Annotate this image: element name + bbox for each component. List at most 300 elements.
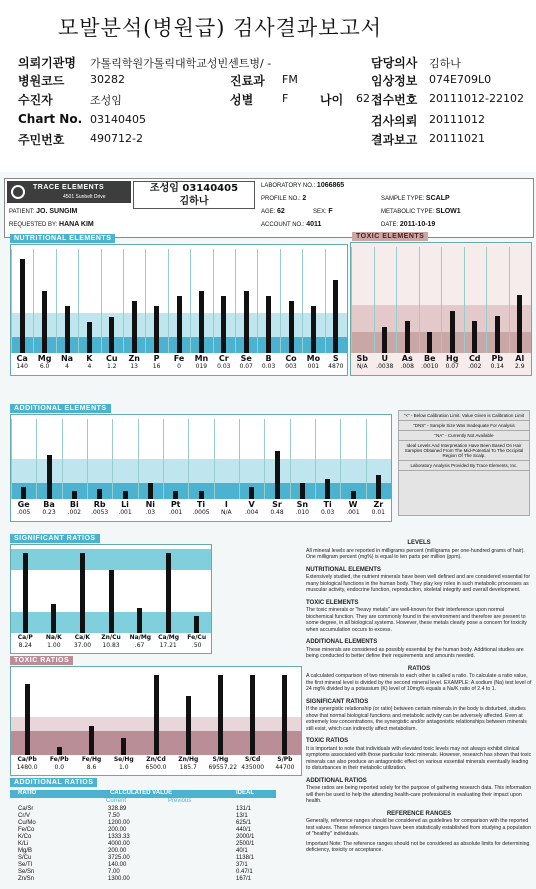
sig-symbol: Na/Mg <box>129 634 152 641</box>
account-value: 4011 <box>306 221 322 228</box>
sig-bar <box>51 604 56 633</box>
nutri-col-line <box>33 249 34 353</box>
toxic-bar <box>517 295 522 353</box>
nutri-bar <box>221 296 226 353</box>
sample-label: SAMPLE TYPE: <box>381 196 425 202</box>
toxr-bar <box>25 684 30 755</box>
addl-col-line <box>315 419 316 499</box>
toxr-value: 435000 <box>241 764 265 771</box>
nutri-col-line <box>168 249 169 353</box>
nutri-value: 6.0 <box>39 363 50 370</box>
nutri-symbol: Co <box>285 354 297 363</box>
nutri-bar <box>132 301 137 353</box>
addl-value: .03 <box>145 509 156 516</box>
toxic-exp-text: The toxic minerals or "heavy metals" are well-known for their interference upon normal biochemical function. They are commonly found in the environment and therefore are present to some degree, in all biological systems. However, these metals clearly pose a concern for toxicity when accumulation occurs to excess. <box>306 607 527 633</box>
addl-value: 0.01 <box>371 509 385 516</box>
ratio-ideal: 131/1 <box>236 806 252 812</box>
toxr-bar <box>186 696 191 755</box>
nutri-bar <box>42 291 47 353</box>
toxr-value: 6500.0 <box>145 764 167 771</box>
nutri-symbol: Mg <box>37 354 52 363</box>
toxr-symbol: S/Pb <box>277 756 293 763</box>
note-exp-text: Important Note: The reference ranges should not be considered as absolute limits for determining deficiency, toxicity or acceptance. <box>306 840 530 853</box>
addl-symbol: Li <box>121 500 129 509</box>
nutri-bar <box>65 306 70 353</box>
patient-name-value: JO. SUNGIM <box>36 208 78 215</box>
nutri-value: 13 <box>130 363 138 370</box>
lab-number-label: LABORATORY NO.: <box>261 183 316 189</box>
significant-ratios-chart <box>10 544 212 654</box>
ratio-name: Zn/Sn <box>18 876 35 882</box>
sample-value: SCALP <box>425 195 450 202</box>
additional-title: ADDITIONAL ELEMENTS <box>10 404 111 413</box>
toxr-bar <box>89 726 94 755</box>
nutri-bar <box>109 317 114 353</box>
lab-number-value: 1066865 <box>316 182 345 189</box>
addl-bar <box>47 455 52 499</box>
addl-value: .0053 <box>91 509 109 516</box>
addl-symbol: Ni <box>145 500 156 509</box>
addl-symbol: Zr <box>373 500 384 509</box>
toxic-bar <box>495 316 500 353</box>
addl-bar <box>173 491 178 499</box>
toxic-col-line <box>351 247 352 353</box>
sig-value: .67 <box>134 642 145 649</box>
date-value: 2011-10-19 <box>399 221 436 228</box>
ratio-value: 200.00 <box>108 848 127 854</box>
toxic-bar <box>427 332 432 353</box>
additional-exp-title: ADDITIONAL ELEMENTS <box>306 639 378 645</box>
nutritional-exp-text: Extensively studied, the nutrient minerals have been well defined and are considered essential for many biological functions in the human body. They play key roles in such metabolic processes as muscular activity, endocrine function, reproduction, skeletal integrity and overall development. <box>306 574 531 593</box>
account-number <box>261 221 321 228</box>
logo-sub: 4501 Sunbelt Drive <box>63 194 106 200</box>
ref-exp-text: Generally, reference ranges should be considered as guidelines for comparison with the reported test values. These reference ranges have been statistically established from studying a population of "healthy" individuals. <box>306 818 531 837</box>
sig-band-0 <box>11 549 211 570</box>
addl-value: 0.23 <box>42 509 56 516</box>
toxr-symbol: Fe/Pb <box>49 756 69 763</box>
col-previous: Previous <box>168 798 192 804</box>
nutri-value: 16 <box>152 363 161 370</box>
legend-line-3: "NA" - Currently Not Available <box>399 431 529 441</box>
patient-value: 조성임 <box>90 94 122 107</box>
date-label: DATE: <box>381 222 399 228</box>
patient-name-label: PATIENT: <box>9 209 35 215</box>
addl-symbol: Rb <box>93 500 106 509</box>
dept-label: 진료과 <box>230 74 265 88</box>
addl-col-line <box>188 419 189 499</box>
nutri-col-line <box>78 249 79 353</box>
nutri-col-line <box>213 249 214 353</box>
sig-value: 8.24 <box>18 642 32 649</box>
chart-value: 03140405 <box>90 113 146 126</box>
toxic-col-line <box>486 247 487 353</box>
addl-bar <box>21 487 26 499</box>
header-row-5 <box>0 131 536 149</box>
toxic-col-line <box>374 247 375 353</box>
sig-bar <box>23 553 28 633</box>
significant-title: SIGNIFICANT RATIOS <box>10 534 100 543</box>
hospital-code-value: 30282 <box>90 73 125 86</box>
nutri-symbol: Mn <box>194 354 209 363</box>
addl-symbol: Pt <box>170 500 181 509</box>
nutri-col-line <box>101 249 102 353</box>
addl-bar <box>325 479 330 499</box>
ratio-ideal: 40/1 <box>236 848 248 854</box>
toxr-value: 185.7 <box>179 764 197 771</box>
addl-bar <box>199 491 204 499</box>
sig-bar <box>137 608 142 633</box>
logo-circle-icon <box>11 185 25 199</box>
age-label: 나이 <box>320 93 344 107</box>
addl-band-0 <box>11 419 391 459</box>
sig-bar <box>194 616 199 633</box>
additional-ratios-table <box>10 784 276 884</box>
toxic-symbol: Pb <box>491 354 504 363</box>
ratio-value: 140.00 <box>108 862 127 868</box>
ratio-value: 200.00 <box>108 827 127 833</box>
addl-col-line <box>290 419 291 499</box>
nutritional-title: NUTRITIONAL ELEMENTS <box>10 234 115 243</box>
explanation-text <box>306 534 532 884</box>
toxr-value: 69557.22 <box>208 764 238 771</box>
nutri-col-line <box>56 249 57 353</box>
toxic-value: 2.9 <box>514 363 525 370</box>
nutri-value: 1.2 <box>107 363 117 370</box>
ratio-name: Cu/Mo <box>18 820 36 826</box>
stamp-line-1: 조성임 03140405 <box>149 183 239 194</box>
addl-col-line <box>163 419 164 499</box>
ratio-ideal: 1138/1 <box>236 855 254 861</box>
legend-box <box>398 410 530 516</box>
ratio-name: K/Co <box>18 834 32 840</box>
clinical-label: 임상정보 <box>371 74 418 88</box>
additional-ratio-row <box>10 876 276 884</box>
addl-value: 0.03 <box>320 509 335 516</box>
metabolic-label: METABOLIC TYPE: <box>381 209 435 215</box>
nutri-bar <box>177 296 182 353</box>
addl-symbol: Sr <box>272 500 282 509</box>
addl-symbol: V <box>248 500 255 509</box>
nutri-symbol: S <box>332 354 339 363</box>
header-row-4 <box>0 112 536 130</box>
toxr-symbol: Ca/Pb <box>17 756 37 763</box>
addl-bar <box>300 483 305 499</box>
levels-title: LEVELS <box>407 540 431 546</box>
nutri-bar <box>289 301 294 353</box>
page-title: 모발분석(병원급) 검사결과보고서 <box>58 16 383 40</box>
sig-value: 37.00 <box>73 642 92 649</box>
toxic-col-line <box>419 247 420 353</box>
nutri-col-line <box>190 249 191 353</box>
ratio-value: 7.00 <box>108 869 120 875</box>
toxr-exp-title: TOXIC RATIOS <box>306 738 349 744</box>
toxic-symbol: U <box>381 354 388 363</box>
sig-value: 1.00 <box>47 642 61 649</box>
requested-label: REQUESTED BY: <box>9 222 58 228</box>
ratio-value: 1200.00 <box>108 820 130 826</box>
additional-ratios-header <box>10 790 276 798</box>
ratio-ideal: 37/1 <box>236 862 248 868</box>
sig-symbol: Zn/Cu <box>101 634 121 641</box>
nutri-bar <box>154 306 159 353</box>
toxic-bar <box>472 321 477 353</box>
account-label: ACCOUNT NO.: <box>261 222 305 228</box>
addr-exp-title: ADDITIONAL RATIOS <box>306 777 367 784</box>
addl-col-line <box>214 419 215 499</box>
col-calc: CALCULATED VALUE <box>110 790 173 796</box>
sig-symbol: Ca/P <box>17 634 33 641</box>
nutri-col-line <box>235 249 236 353</box>
toxr-bar <box>282 675 287 755</box>
nutri-symbol: Cr <box>218 354 229 363</box>
header-row-1 <box>0 54 536 72</box>
nutri-bar <box>87 322 92 353</box>
ratio-ideal: 440/1 <box>236 827 252 833</box>
toxr-value: 1480.0 <box>16 764 38 771</box>
patient-stamp <box>133 181 255 209</box>
patient-label: 수진자 <box>18 93 53 107</box>
patient-name <box>9 208 77 215</box>
nutri-symbol: Mo <box>306 354 321 363</box>
toxic-value: .008 <box>400 363 414 370</box>
legend-line-1: "<" - Below Calibration Limit. Value Given is Calibration Limit <box>399 411 529 421</box>
col-current: Current <box>106 798 127 804</box>
toxic-col-line <box>464 247 465 353</box>
ratio-value: 328.89 <box>108 806 127 812</box>
addl-value: .002 <box>67 509 81 516</box>
report-date <box>381 221 435 228</box>
addl-value: .001 <box>346 509 360 516</box>
ratio-ideal: 625/1 <box>236 820 252 826</box>
nutri-bar <box>333 280 338 353</box>
toxic-value: .0038 <box>376 363 394 370</box>
nutri-value: 4 <box>87 363 92 370</box>
nutri-bar <box>266 296 271 353</box>
report-sex-value: F <box>328 208 333 215</box>
additional-ratios-subheader <box>10 798 276 806</box>
toxic-value: 0.14 <box>490 363 504 370</box>
addl-value: .001 <box>118 509 132 516</box>
toxic-ratios-chart <box>10 666 302 776</box>
toxic-value: .002 <box>468 363 482 370</box>
ratio-name: Ca/Sr <box>18 806 34 812</box>
addl-value: .0005 <box>192 509 210 516</box>
addl-bar <box>148 483 153 499</box>
col-ratio: RATIO <box>18 790 37 796</box>
toxic-symbol: Al <box>515 354 525 363</box>
col-ideal: IDEAL <box>236 790 254 796</box>
additional-ratios-title: ADDITIONAL RATIOS <box>10 778 97 787</box>
nutri-value: 001 <box>307 363 320 370</box>
addl-col-line <box>112 419 113 499</box>
toxic-bar <box>450 311 455 353</box>
toxr-value: 8.6 <box>86 764 97 771</box>
addl-symbol: Ba <box>43 500 55 509</box>
ratio-ideal: 2500/1 <box>236 841 255 847</box>
legend-line-4: Ideal Levels And Interpretation Have Been Based On Hair Samples Obtained From The Mid-Potential To The Occipital Region Of The Scalp. <box>399 441 529 461</box>
toxic-chart <box>350 242 532 376</box>
toxic-symbol: Hg <box>446 354 459 363</box>
addl-value: N/A <box>221 509 232 516</box>
toxr-bar <box>218 675 223 755</box>
addl-bar <box>123 491 128 499</box>
addl-col-line <box>366 419 367 499</box>
scanned-report <box>0 172 536 889</box>
toxr-bar <box>250 675 255 755</box>
nutri-bar <box>311 306 316 353</box>
addl-value: .005 <box>16 509 31 516</box>
nutri-symbol: B <box>265 354 272 363</box>
toxic-col-line <box>509 247 510 353</box>
receipt-label: 접수번호 <box>371 93 418 107</box>
request-value: 20111012 <box>429 113 485 126</box>
addl-symbol: Ti <box>323 500 332 509</box>
nutri-col-line <box>325 249 326 353</box>
addl-value: .001 <box>168 509 183 516</box>
ratio-value: 4000.00 <box>108 841 130 847</box>
ratio-ideal: 0.47/1 <box>236 869 253 875</box>
nutri-col-line <box>145 249 146 353</box>
ratio-value: 1300.00 <box>108 876 130 882</box>
sig-exp-title: SIGNIFICANT RATIOS <box>306 698 369 705</box>
toxic-bar <box>405 321 410 353</box>
header-row-2 <box>0 72 536 90</box>
toxic-symbol: As <box>401 354 413 363</box>
chart-label: Chart No. <box>18 112 83 126</box>
resident-label: 주민번호 <box>18 133 65 147</box>
addl-band-1 <box>11 459 391 483</box>
lab-logo <box>7 181 131 203</box>
institution-label: 의뢰기관명 <box>18 56 76 70</box>
doctor-value: 김하나 <box>429 57 461 70</box>
ratio-ideal: 167/1 <box>236 876 252 882</box>
metabolic-value: SLOW1 <box>435 208 461 215</box>
legend-line-5: Laboratory Analysis Provided By Trace Elements, Inc. <box>399 461 529 471</box>
sig-bar <box>80 553 85 633</box>
stamp-line-2: 김하나 <box>179 196 209 207</box>
nutri-symbol: Se <box>240 354 252 363</box>
nutri-col-line <box>302 249 303 353</box>
nutri-bar <box>199 291 204 353</box>
ratio-name: K/Li <box>18 841 29 847</box>
ref-exp-title: REFERENCE RANGES <box>386 810 452 817</box>
ratio-name: Mg/B <box>18 848 33 854</box>
nutri-symbol: P <box>153 354 160 363</box>
addl-bar <box>275 451 280 499</box>
addl-bar <box>97 489 102 499</box>
additional-exp-text: These minerals are considered as possibly essential by the human body. Additional studies are being conducted to better define their requirements and amounts needed. <box>306 646 524 659</box>
requested-by <box>9 221 94 228</box>
nutri-bar <box>20 259 25 353</box>
report-sex <box>313 208 333 215</box>
toxr-symbol: Zn/Hg <box>178 756 199 763</box>
addl-col-line <box>11 419 12 499</box>
toxic-symbol: Cd <box>468 354 481 363</box>
toxr-bar <box>57 747 62 755</box>
nutri-value: 140 <box>16 363 28 370</box>
nutri-bar <box>244 291 249 353</box>
report-age <box>261 208 285 215</box>
addl-col-line <box>138 419 139 499</box>
addl-bar <box>249 487 254 499</box>
toxic-ratios-title: TOXIC RATIOS <box>10 656 73 665</box>
ratio-value: 7.50 <box>108 813 120 819</box>
sig-symbol: Fe/Cu <box>187 634 207 641</box>
ratio-name: Cr/V <box>18 813 30 819</box>
addr-exp-text: These ratios are being reported solely for the purpose of gathering research data. This information will then be used to help the attending health-care professional in evaluating their impact upon health. <box>306 785 532 804</box>
sig-value: 10.83 <box>102 642 120 649</box>
toxic-bar <box>382 327 387 354</box>
toxr-bar <box>154 675 159 755</box>
sig-bar <box>109 570 114 633</box>
nutri-value: 0.03 <box>261 363 276 370</box>
nutri-col-line <box>280 249 281 353</box>
nutritional-chart <box>10 244 348 376</box>
addl-bar <box>72 491 77 499</box>
addl-symbol: Bi <box>69 500 79 509</box>
request-label: 검사의뢰 <box>371 114 418 128</box>
sex-label: 성별 <box>230 93 254 107</box>
toxic-title: TOXIC ELEMENTS <box>352 232 428 241</box>
ratio-name: Se/TI <box>18 862 33 868</box>
patient-header <box>0 52 536 152</box>
toxic-col-line <box>441 247 442 353</box>
legend-line-2: "DNS" - Sample Size Was Inadequate For Analysis <box>399 421 529 431</box>
addl-bar <box>376 475 381 499</box>
requested-value: HANA KIM <box>59 221 94 228</box>
toxr-value: 0.0 <box>54 764 65 771</box>
toxr-symbol: Fe/Hg <box>81 756 102 763</box>
resident-value: 490712-2 <box>90 132 143 145</box>
report-sex-label: SEX: <box>313 209 327 215</box>
nutri-symbol: Zn <box>128 354 140 363</box>
addl-value: .010 <box>295 509 309 516</box>
toxr-value: 1.0 <box>118 764 129 771</box>
toxr-symbol: Se/Hg <box>113 756 134 763</box>
header-row-3 <box>0 91 536 109</box>
ratio-ideal: 13/1 <box>236 813 248 819</box>
addl-symbol: I <box>224 500 228 509</box>
sig-symbol: Ca/K <box>74 634 91 641</box>
nutri-value: 0.07 <box>239 363 253 370</box>
toxic-value: N/A <box>356 363 368 370</box>
toxic-col-line <box>396 247 397 353</box>
addl-col-line <box>340 419 341 499</box>
addl-col-line <box>62 419 63 499</box>
nutri-value: 0 <box>177 363 181 370</box>
metabolic-type <box>381 208 461 215</box>
lab-number <box>261 182 344 189</box>
age-value: 62 <box>356 92 370 105</box>
toxr-symbol: S/Hg <box>212 756 229 763</box>
nutri-col-line <box>11 249 12 353</box>
hospital-code-label: 병원코드 <box>18 74 65 88</box>
ratio-value: 3725.00 <box>108 855 130 861</box>
sig-bar <box>166 553 171 633</box>
addl-value: .004 <box>244 509 259 516</box>
sig-value: 17.21 <box>159 642 177 649</box>
nutri-symbol: Fe <box>173 354 185 363</box>
addl-col-line <box>87 419 88 499</box>
sig-symbol: Na/K <box>45 634 62 641</box>
ratios-exp-text: A calculated comparison of two minerals to each other is called a ratio. To calculate a ratio value, the first mineral level is divided by the second mineral level. EXAMPLE: A sodium (Na) test level of 24 mg% divided by a potassium (K) level of 10mg% equals a Na/K ratio of 2.4 to 1. <box>306 673 532 692</box>
report-topbar <box>4 178 534 238</box>
ratios-exp-title: RATIOS <box>407 665 431 672</box>
doctor-label: 담당의사 <box>371 56 418 70</box>
addl-symbol: Ti <box>196 500 206 509</box>
toxr-bar <box>121 738 126 755</box>
report-age-label: AGE: <box>261 209 276 215</box>
